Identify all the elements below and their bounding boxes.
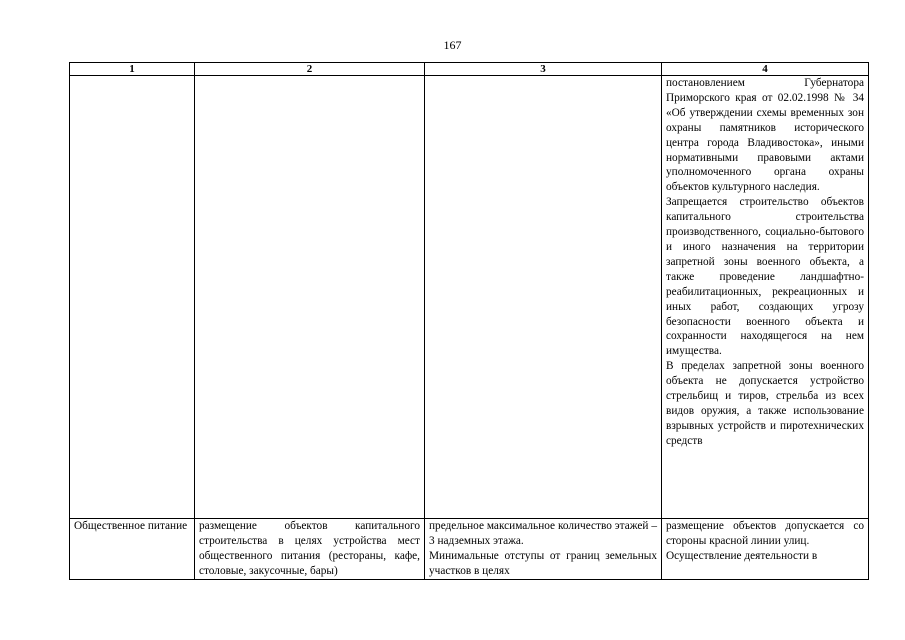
column-header-3: 3 [425, 63, 662, 76]
table-header-row [70, 63, 869, 76]
row2-cell-3: предельное максимальное количество этажей – 3 надземных этажа. Минимальные отступы от границ земельных участков в целях [425, 519, 662, 580]
row1-cell-3 [425, 76, 662, 519]
row1-cell-4: постановлением Губернатора Приморского края от 02.02.1998 № 34 «Об утверждении схемы временных зон охраны памятников исторического центра города Владивостока», иными нормативными правовыми актами уполномоченного органа охраны объектов культурного наследия. Запрещается строительство объектов капитального строительства производственного, социально-бытового и иного назначения на территории запретной зоны военного объекта, а также проведение ландшафтно-реабилитационных, рекреационных и иных работ, создающих угрозу безопасности военного объекта и сохранности находящегося на нем имущества. В пределах запретной зоны военного объекта не допускается устройство стрельбищ и тиров, стрельба из всех видов оружия, а также использование взрывных устройств и пиротехнических средств [662, 76, 869, 519]
table-row [70, 76, 869, 519]
column-header-2: 2 [195, 63, 425, 76]
page-number: 167 [443, 38, 462, 52]
document-table [69, 62, 869, 580]
column-header-1: 1 [70, 63, 195, 76]
row2-cell-4: размещение объектов допускается со стороны красной линии улиц. Осуществление деятельности в [662, 519, 869, 580]
row1-cell-2 [195, 76, 425, 519]
column-header-4: 4 [662, 63, 869, 76]
row1-cell-1 [70, 76, 195, 519]
table-row [70, 519, 869, 580]
row2-cell-2: размещение объектов капитального строительства в целях устройства мест общественного питания (рестораны, кафе, столовые, закусочные, бары) [195, 519, 425, 580]
row2-cell-1: Общественное питание [70, 519, 195, 580]
